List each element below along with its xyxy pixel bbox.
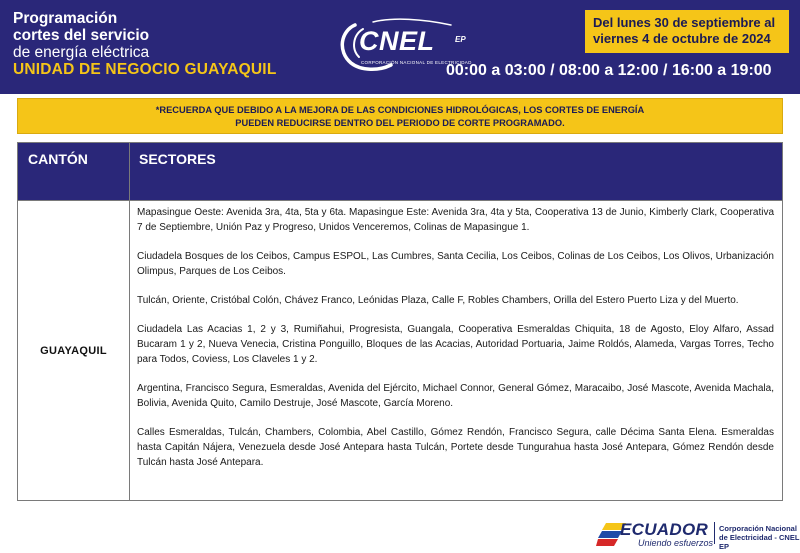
row-divider [18,200,782,201]
notice-banner [17,98,783,134]
sector-paragraph: Ciudadela Las Acacias 1, 2 y 3, Rumiñahui, Progresista, Guangala, Cooperativa Esmeraldas Chiquita, 18 de Agosto, Eloy Alfaro, Assad Bucaram 1 y 2, Nueva Venecia, Cristina Ponguillo, Bloques de las Acacias, Autoridad Portuaria, Jaime Roldós, Alameda, Vargas Torres, Techo para Todos, Coviess, Los Claveles 1 y 2. [137,324,774,365]
date-range-box [585,10,789,53]
footer-institution [719,524,800,551]
header-canton: CANTÓN [28,151,88,167]
footer-slogan: Uniendo esfuerzos [638,538,714,548]
logo-subtitle: CORPORACIÓN NACIONAL DE ELECTRICIDAD [361,60,472,65]
footer-logo-text: ECUADOR [620,520,709,539]
ecuador-footer-logo [590,513,800,553]
sector-paragraph: Argentina, Francisco Segura, Esmeraldas, Avenida del Ejército, Michael Connor, General Gómez, Maracaibo, José Mascote, Avenida Machala, Bolivia, Avenida Quito, Camilo Destruje, José Mascote, García Moreno. [137,383,774,409]
institution-line-2: de Electricidad - CNEL EP [719,533,800,551]
institution-line-1: Corporación Nacional [719,524,797,533]
business-unit-label: UNIDAD DE NEGOCIO GUAYAQUIL [13,61,277,78]
header-title [13,10,276,79]
footer-divider [714,522,715,544]
date-line-2: viernes 4 de octubre de 2024 [593,31,771,46]
notice-line-2: PUEDEN REDUCIRSE DENTRO DEL PERIODO DE CORTE PROGRAMADO. [235,118,565,128]
sector-paragraph: Mapasingue Oeste: Avenida 3ra, 4ta, 5ta y 6ta. Mapasingue Este: Avenida 3ra, 4ta y 5ta, Cooperativa 13 de Junio, Kimberly Clark, Cooperativa 7 de Septiembre, Unión Paz y Progreso, Unidos Venceremos, Colinas de Mapasingue 1. [137,207,774,233]
title-line-1: Programación [13,10,118,27]
sector-paragraph: Tulcán, Oriente, Cristóbal Colón, Chávez Franco, Leónidas Plaza, Calle F, Robles Chambers, Orilla del Estero Puerto Liza y del Muerto. [137,295,739,306]
header-sectores: SECTORES [139,151,216,167]
outage-hours: 00:00 a 03:00 / 08:00 a 12:00 / 16:00 a 19:00 [446,62,772,79]
canton-cell: GUAYAQUIL [40,344,107,357]
sector-paragraph: Calles Esmeraldas, Tulcán, Chambers, Colombia, Abel Castillo, Gómez Rendón, Francisco Segura, calle Décima Santa Elena. Esmeraldas hasta Capitán Nájera, Venezuela desde José Antepara hasta Tulcán, Portete desde Tungurahua hasta José Antepara, Gómez Rendón desde Tulcán hasta José Antepara. [137,427,774,468]
sectors-cell [137,205,774,470]
logo-suffix: EP [455,35,466,44]
date-line-1: Del lunes 30 de septiembre al [593,15,776,30]
table-header [18,143,782,200]
logo-text: CNEL [359,26,435,56]
column-divider [129,143,130,500]
notice-line-1: *RECUERDA QUE DEBIDO A LA MEJORA DE LAS CONDICIONES HIDROLÓGICAS, LOS CORTES DE ENERGÍA [155,105,645,115]
header-banner [0,0,800,94]
schedule-table [17,142,783,501]
title-line-2: cortes del servicio [13,27,150,44]
title-line-3: de energía eléctrica [13,44,150,61]
sector-paragraph: Ciudadela Bosques de los Ceibos, Campus ESPOL, Las Cumbres, Santa Cecilia, Los Ceibos, Colinas de Los Ceibos, Los Olivos, Urbanización Olimpus, Parques de Los Ceibos. [137,251,774,277]
